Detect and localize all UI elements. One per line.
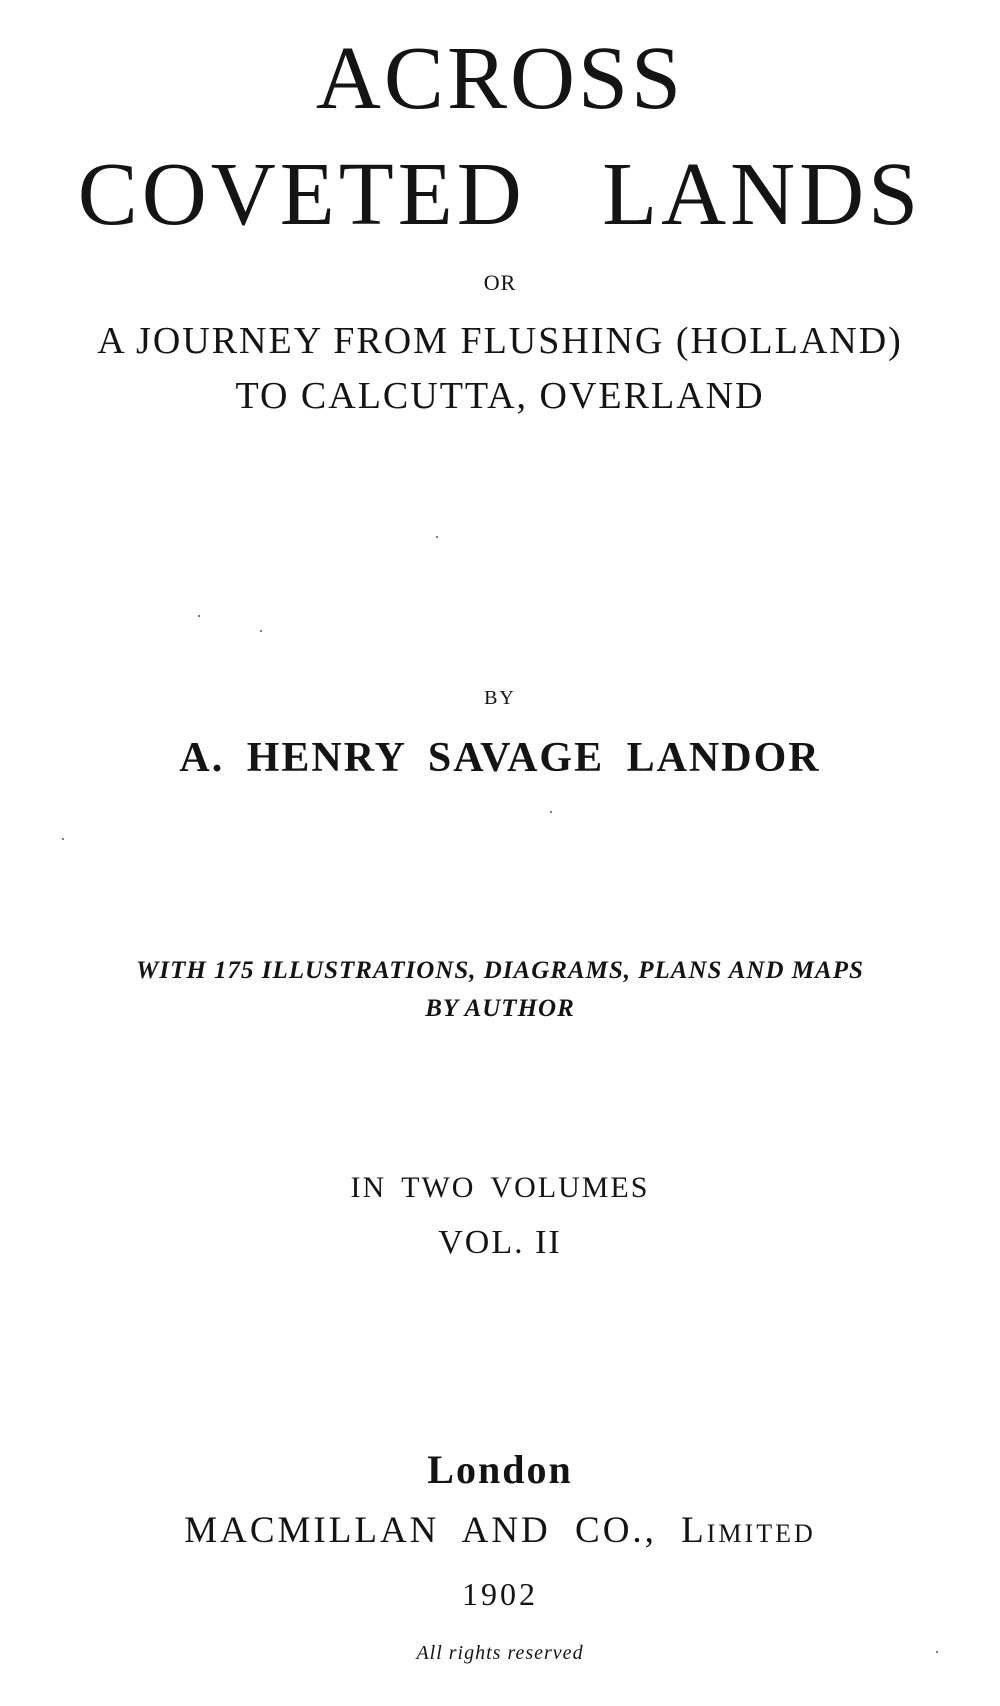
- subtitle-line-1: A JOURNEY FROM FLUSHING (HOLLAND): [97, 320, 903, 362]
- paper-speck: [936, 1651, 938, 1653]
- publication-year: 1902: [462, 1576, 538, 1612]
- publisher-name: [0, 1512, 1000, 1549]
- subtitle-line-2: TO CALCUTTA, OVERLAND: [235, 375, 765, 417]
- book-title-line-2: COVETED LANDS: [77, 145, 923, 244]
- rights-notice: All rights reserved: [416, 1642, 584, 1664]
- paper-speck: [62, 838, 64, 840]
- paper-speck: [198, 615, 200, 617]
- paper-speck: [550, 811, 552, 813]
- publisher-main: MACMILLAN AND CO.,: [184, 1510, 657, 1551]
- author-name: A. HENRY SAVAGE LANDOR: [179, 735, 821, 781]
- illustrations-note-line-2: BY AUTHOR: [425, 995, 575, 1022]
- volume-number: VOL. II: [438, 1224, 562, 1261]
- illustrations-note-line-1: WITH 175 ILLUSTRATIONS, DIAGRAMS, PLANS AND MAPS: [136, 957, 864, 984]
- title-connector: OR: [483, 270, 517, 295]
- volume-count: IN TWO VOLUMES: [350, 1171, 650, 1204]
- book-title-line-1: ACROSS: [315, 29, 685, 128]
- paper-speck: [436, 536, 438, 538]
- paper-speck: [260, 630, 262, 632]
- publisher-suffix: Limited: [681, 1510, 816, 1551]
- by-label: BY: [484, 687, 516, 709]
- publication-city: London: [427, 1447, 573, 1492]
